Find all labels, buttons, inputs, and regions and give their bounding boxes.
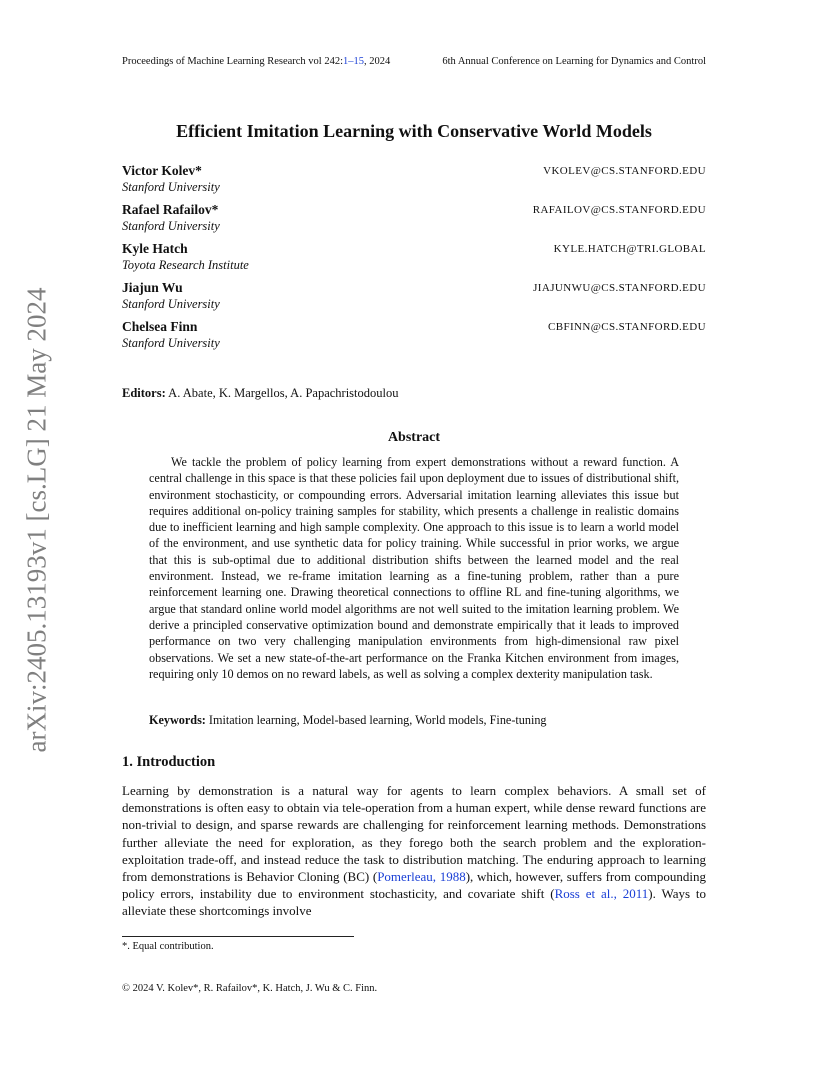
abstract-heading: Abstract [387, 430, 441, 445]
author-list [122, 163, 706, 358]
citation-link[interactable]: Pomerleau, 1988 [377, 869, 466, 885]
author-name: Victor Kolev* [122, 163, 202, 178]
abstract-text: We tackle the problem of policy learning from expert demonstrations without a reward function. A central challenge in this space is that these policies fail upon deployment due to issues of distributional shift, environment stochasticity, or compounding errors. Adversarial imitation learning alleviates this issue but requires additional on-policy training samples for stability, which presents a challenge in realistic domains due to inefficient learning and high sample complexity. One approach to this issue is to learn a world model of the environment, and use synthetic data for policy training. While successful in prior works, we argue that this is sub-optimal due to additional distribution shifts between the learned model and the real environment. Instead, we re-frame imitation learning as a fine-tuning problem, rather than a pure reinforcement learning one. Drawing theoretical connections to offline RL and fine-tuning algorithms, we argue that standard online world model algorithms are not well suited to the imitation learning problem. We derive a principled conservative optimization bound and demonstrate empirically that it leads to improved performance on two very challenging manipulation environments from high-dimensional raw pixel observations. We set a new state-of-the-art performance on the Franka Kitchen environment from images, requiring only 10 demos on no reward labels, as well as solving a complex dexterity manipulation task. [149, 455, 679, 681]
arxiv-stamp [14, 280, 60, 760]
author-name: Jiajun Wu [122, 280, 183, 295]
proceedings-info: Proceedings of Machine Learning Research vol 242:1–15, 2024 [122, 56, 391, 67]
author-affiliation: Stanford University [122, 336, 220, 350]
page-range-link[interactable]: 1–15 [343, 56, 365, 67]
author-name: Rafael Rafailov* [122, 202, 219, 217]
conference-name: 6th Annual Conference on Learning for Dynamics and Control [442, 56, 706, 67]
footnote-divider [122, 936, 354, 937]
author-block [122, 241, 706, 280]
keywords-line [149, 713, 679, 728]
author-name: Kyle Hatch [122, 241, 188, 256]
author-email[interactable]: JIAJUNWU@CS.STANFORD.EDU [533, 282, 706, 294]
author-block [122, 280, 706, 319]
keywords-list: Imitation learning, Model-based learning, World models, Fine-tuning [205, 713, 547, 727]
paper-title: Efficient Imitation Learning with Conservative World Models [176, 121, 652, 141]
author-affiliation: Stanford University [122, 297, 220, 311]
author-block [122, 163, 706, 202]
author-affiliation: Stanford University [122, 219, 220, 233]
arxiv-stamp-text: arXiv:2405.13193v1 [cs.LG] 21 May 2024 [21, 287, 52, 753]
author-email[interactable]: VKOLEV@CS.STANFORD.EDU [543, 165, 706, 177]
author-email[interactable]: KYLE.HATCH@TRI.GLOBAL [553, 243, 706, 255]
keywords-label: Keywords: [149, 713, 206, 727]
section-heading-introduction: 1. Introduction [122, 754, 216, 770]
editors-line [122, 386, 398, 401]
author-block [122, 319, 706, 358]
author-block [122, 202, 706, 241]
author-email[interactable]: CBFINN@CS.STANFORD.EDU [547, 321, 706, 333]
author-email[interactable]: RAFAILOV@CS.STANFORD.EDU [532, 204, 706, 216]
author-name: Chelsea Finn [122, 319, 198, 334]
copyright-line: © 2024 V. Kolev*, R. Rafailov*, K. Hatch, J. Wu & C. Finn. [122, 983, 378, 994]
author-affiliation: Stanford University [122, 180, 220, 194]
footnote: *. Equal contribution. [122, 941, 214, 952]
citation-link[interactable]: Ross et al., 2011 [554, 886, 649, 902]
introduction-paragraph: Learning by demonstration is a natural way for agents to learn complex behaviors. A small set of demonstrations is often easy to obtain via tele-operation from a human expert, while dense reward functions are non-trivial to design, and sparse rewards are challenging for reinforcement learning methods. Demonstrations further alleviate the need for exploration, as they forego both the search problem and the exploration-exploitation trade-off, and instead reduce the task to distribution matching. The enduring approach to learning from demonstrations is Behavior Cloning (BC) (Pomerleau, 1988), which, however, suffers from compounding policy errors, instability due to environment stochasticity, and covariate shift (Ross et al., 2011). Ways to alleviate these shortcomings involve [122, 783, 706, 919]
editors-names: A. Abate, K. Margellos, A. Papachristodoulou [165, 386, 399, 400]
editors-label: Editors: [122, 386, 166, 400]
author-affiliation: Toyota Research Institute [122, 258, 249, 272]
running-header [122, 56, 706, 67]
